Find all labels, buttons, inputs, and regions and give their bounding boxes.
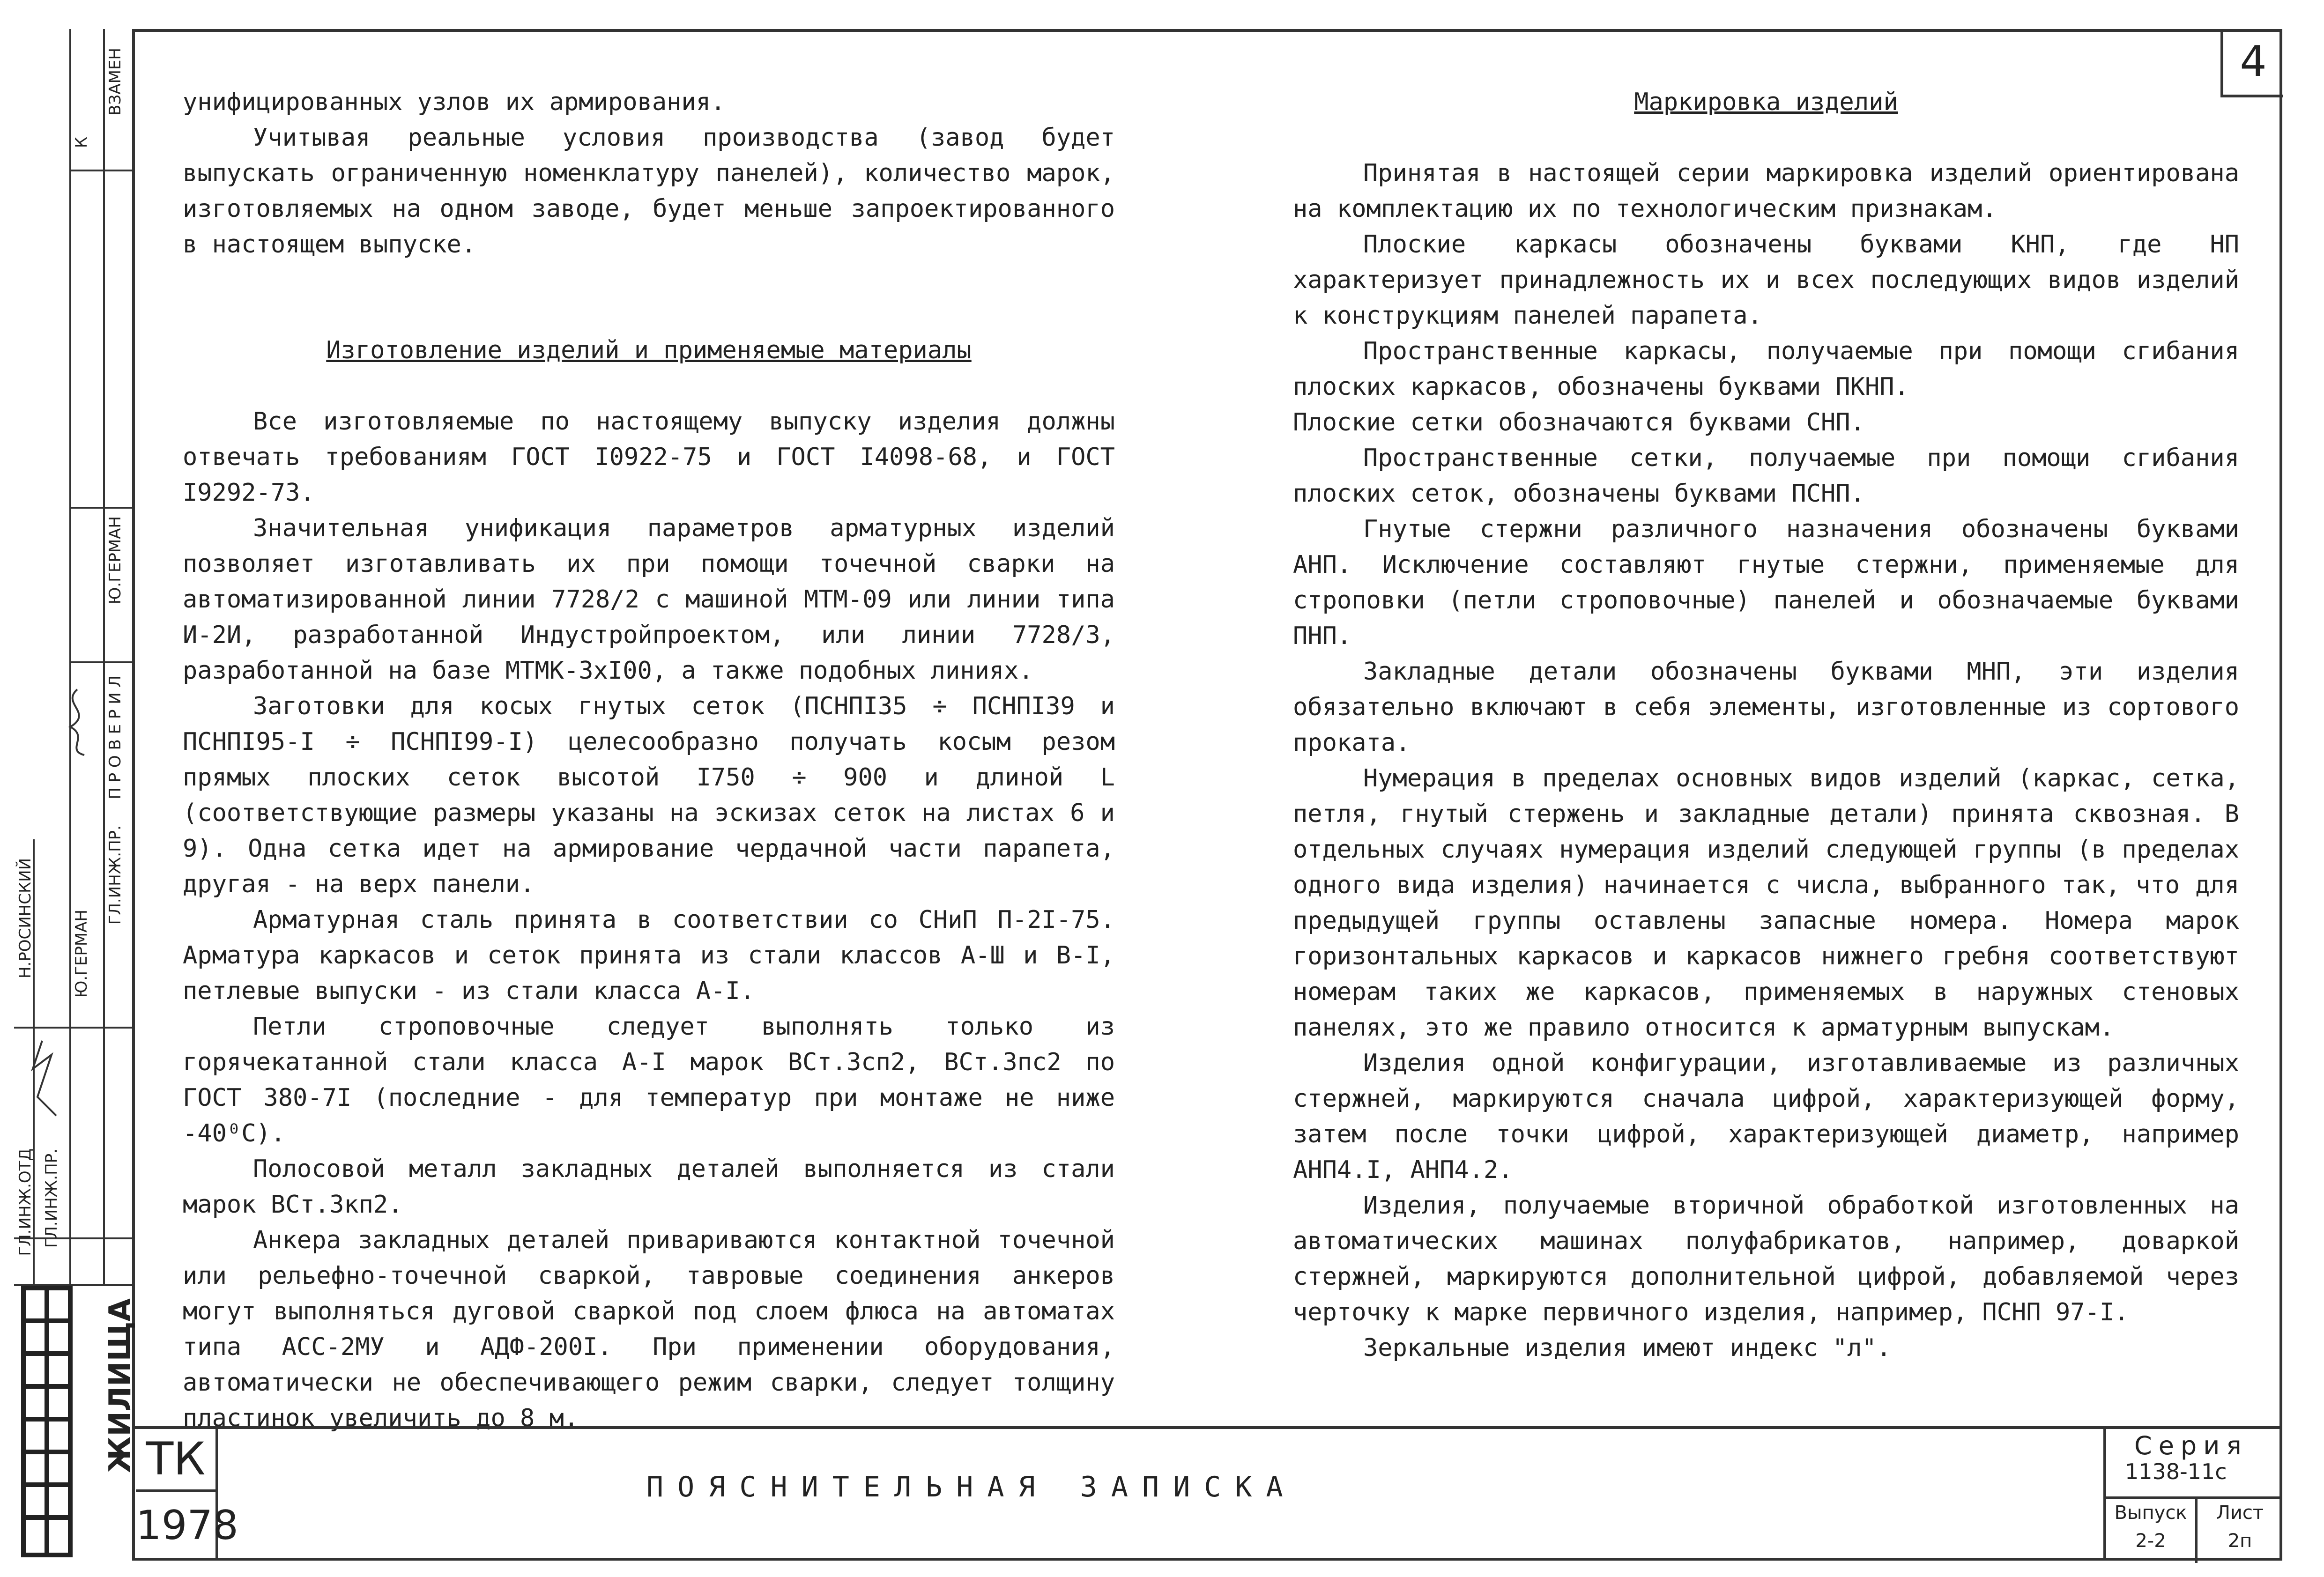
- k-label: К: [72, 137, 91, 148]
- checker-position: ГЛ.ИНЖ.ПР.: [106, 825, 125, 925]
- paragraph: Пространственные сетки, получаемые при помощи сгибания плоских сеток, обозначены буквами ПСНП.: [1293, 444, 2239, 508]
- paragraph: Изделия одной конфигурации, изготавливаемые из различных стержней, маркируются сначала цифрой, характеризующей форму, затем после точки цифрой, характеризующей диаметр, например АНП4.I, АНП4.2.: [1293, 1049, 2239, 1184]
- checked-label: П Р О В Е Р И Л: [106, 675, 125, 800]
- paragraph: Плоские сетки обозначаются буквами СНП.: [1293, 408, 1865, 437]
- signature: [56, 685, 98, 760]
- sheet-label: Лист: [2216, 1502, 2264, 1524]
- paragraph: Арматурная сталь принята в соответствии со СНиП П-2I-75. Арматура каркасов и сеток принята из стали классов А-Ш и В-I, петлевые выпуски - из стали класса А-I.: [183, 906, 1115, 1005]
- issue-value: 2-2: [2135, 1530, 2166, 1552]
- paragraph: Изделия, получаемые вторичной обработкой изготовленных на автоматических машинах полуфабрикатов, например, доваркой стержней, маркируются дополнительной цифрой, добавляемой через черточку к марке первичного изделия, например, ПСНП 97-I.: [1293, 1192, 2239, 1326]
- left-column: [183, 84, 1115, 1436]
- zhilishcha-label: ЖИЛИЩА: [103, 1298, 138, 1473]
- tk-label: ТК: [136, 1429, 218, 1489]
- paragraph: Плоские каркасы обозначены буквами КНП, где НП характеризует принадлежность их и всех последующих видов изделий к конструкциям панелей парапета.: [1293, 230, 2239, 330]
- signature: [19, 1036, 66, 1120]
- vzamen-label: ВЗАМЕН: [106, 48, 125, 116]
- institute-logo: [19, 1283, 75, 1560]
- paragraph: Нумерация в пределах основных видов изделий (каркас, сетка, петля, гнутый стержень и закладные детали) принята сквозная. В отдельных случаях нумерация изделий следующей группы (в пределах одного вида изделия) начинается с числа, выбранного так, что для предыдущей группы оставлены запасные номера. Номера марок горизонтальных каркасов и каркасов нижнего гребня соответствуют номерам таких же каркасов, применяемых в наружных стеновых панелях, это же правило относится к арматурным выпускам.: [1293, 764, 2239, 1042]
- paragraph: Гнутые стержни различного назначения обозначены буквами АНП. Исключение составляют гнутые стержни, применяемые для строповки (петли строповочные) панелей и обозначаемые буквами ПНП.: [1293, 515, 2239, 650]
- document-title: ПОЯСНИТЕЛЬНАЯ ЗАПИСКА: [646, 1471, 1297, 1503]
- section-heading-manufacturing: Изготовление изделий и применяемые материалы: [326, 336, 972, 364]
- paragraph: Полосовой металл закладных деталей выполняется из стали марок ВСт.3кп2.: [183, 1155, 1115, 1219]
- year-label: 1978: [136, 1489, 218, 1560]
- name-rosinsky: Н.РОСИНСКИЙ: [16, 858, 35, 979]
- paragraph: Заготовки для косых гнутых сеток (ПСНПI35 ÷ ПСНПI39 и ПСНПI95-I ÷ ПСНПI99-I) целесообразно получать косым резом прямых плоских сеток высотой I750 ÷ 900 и длиной L (соответствующие размеры указаны на эскизах сеток на листах 6 и 9). Одна сетка идет на армирование чердачной части парапета, другая - на верх панели.: [183, 692, 1115, 898]
- paragraph: Все изготовляемые по настоящему выпуску изделия должны отвечать требованиям ГОСТ I0922-75 и ГОСТ I4098-68, и ГОСТ I9292-73.: [183, 407, 1115, 507]
- series-label: Серия: [2134, 1431, 2248, 1460]
- sheet-cell: [2198, 1499, 2282, 1563]
- intro-paragraph: Учитывая реальные условия производства (завод будет выпускать ограниченную номенклатуру панелей), количество марок, изготовляемых на одном заводе, будет меньше запроектированного в настоящем выпуске.: [183, 124, 1115, 259]
- position-chief-engineer-dept: ГЛ.ИНЖ.ОТД: [16, 1148, 35, 1256]
- name-german: Ю.ГЕРМАН: [72, 910, 91, 998]
- page-number: 4: [2220, 29, 2283, 97]
- paragraph: Закладные детали обозначены буквами МНП, эти изделия обязательно включают в себя элементы, изготовленные из сортового проката.: [1293, 658, 2239, 757]
- paragraph: Зеркальные изделия имеют индекс "л".: [1363, 1334, 1892, 1362]
- position-chief-project-engineer: ГЛ.ИНЖ.ПР.: [42, 1148, 61, 1248]
- paragraph: Петли строповочные следует выполнять только из горячекатанной стали класса А-I марок ВСт.3сп2, ВСт.3пс2 по ГОСТ 380-7I (последние - для температур при монтаже не ниже -40⁰С).: [183, 1013, 1115, 1148]
- paragraph: Анкера закладных деталей привариваются контактной точечной или рельефно-точечной сваркой, тавровые соединения анкеров могут выполняться дуговой сваркой под слоем флюса на автоматах типа АСС-2МУ и АДФ-200I. При применении оборудования, автоматически не обеспечивающего режим сварки, следует толщину пластинок увеличить до 8 м.: [183, 1226, 1115, 1432]
- series-box: [2103, 1426, 2282, 1561]
- right-column: [1293, 84, 2239, 1366]
- issue-label: Выпуск: [2114, 1502, 2187, 1524]
- paragraph: Принятая в настоящей серии маркировка изделий ориентирована на комплектацию их по технологическим признакам.: [1293, 159, 2239, 223]
- sheet-value: 2п: [2227, 1530, 2252, 1552]
- series-value: 1138-11с: [2125, 1459, 2227, 1484]
- intro-line: унифицированных узлов их армирования.: [183, 88, 726, 116]
- paragraph: Значительная унификация параметров арматурных изделий позволяет изготавливать их при помощи точечной сварки на автоматизированной линии 7728/2 с машиной МТМ-09 или линии типа И-2И, разработанной Индустройпроектом, или линии 7728/3, разработанной на базе МТМК-3хI00, а также подобных линиях.: [183, 514, 1115, 685]
- paragraph: Пространственные каркасы, получаемые при помощи сгибания плоских каркасов, обозначены буквами ПКНП.: [1293, 337, 2239, 401]
- checker-name: Ю.ГЕРМАН: [106, 516, 125, 605]
- issue-cell: [2106, 1499, 2198, 1563]
- section-heading-marking: Маркировка изделий: [1634, 88, 1898, 116]
